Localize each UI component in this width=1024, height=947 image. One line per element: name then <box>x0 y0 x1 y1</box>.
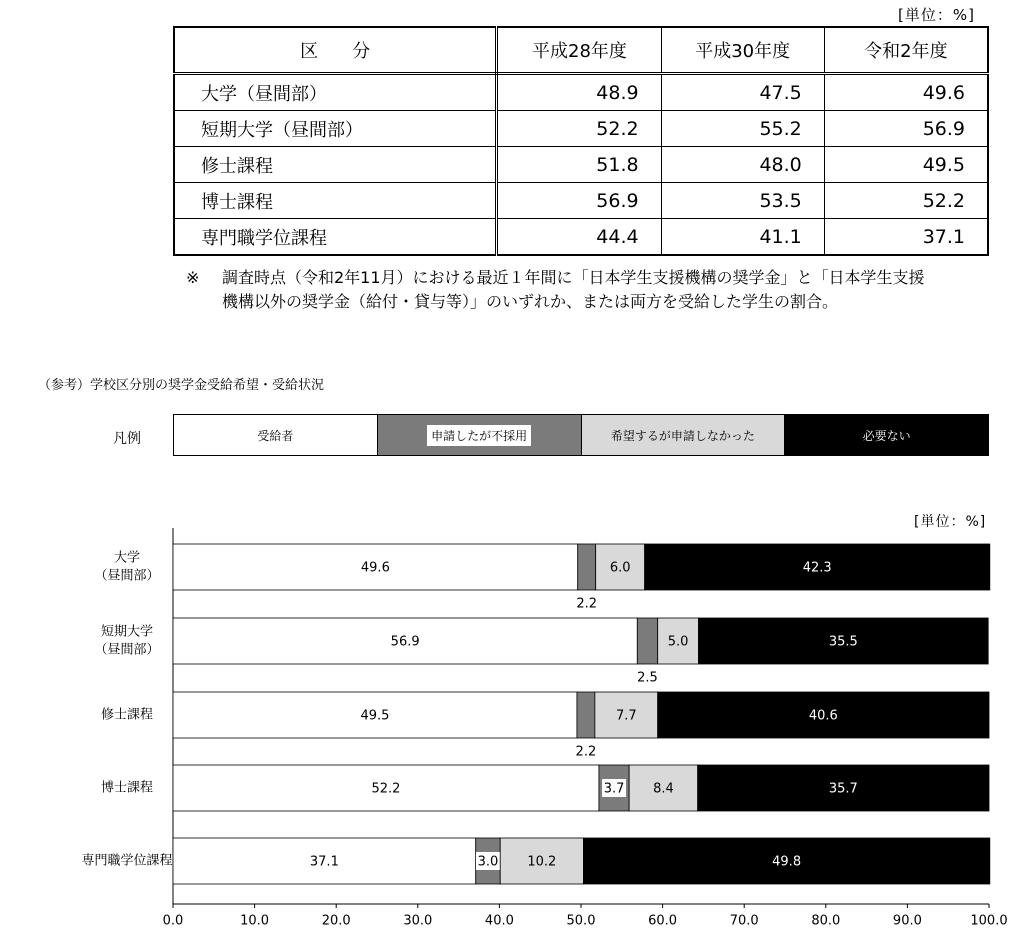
data-label: 10.2 <box>527 854 557 870</box>
cell-value: 48.9 <box>497 74 661 111</box>
cell-value: 53.5 <box>661 183 824 219</box>
x-tick-label: 50.0 <box>566 913 596 929</box>
x-tick-label: 90.0 <box>892 913 922 929</box>
data-label: 52.2 <box>371 781 401 797</box>
row-label: 専門職学位課程 <box>174 219 497 256</box>
cell-value: 47.5 <box>661 74 824 111</box>
category-label: 短期大学 <box>100 624 154 640</box>
legend-item-recipient: 受給者 <box>174 415 378 455</box>
header-year-r2: 令和2年度 <box>824 27 988 74</box>
x-tick-label: 10.0 <box>240 913 270 929</box>
x-tick-label: 60.0 <box>648 913 678 929</box>
cell-value: 51.8 <box>497 147 661 183</box>
category-label: （昼間部） <box>94 642 160 658</box>
x-tick-label: 0.0 <box>162 913 184 929</box>
data-label: 5.0 <box>667 634 689 650</box>
header-year-h30: 平成30年度 <box>661 27 824 74</box>
bar-segment <box>578 544 596 590</box>
cell-value: 41.1 <box>661 219 824 256</box>
note-line-2: 機構以外の奨学金（給付・貸与等）」のいずれか、または両方を受給した学生の割合。 <box>222 292 839 311</box>
data-label: 6.0 <box>609 560 631 576</box>
legend-item-not-applied: 希望するが申請しなかった <box>582 415 786 455</box>
category-label: 博士課程 <box>100 780 154 796</box>
data-label: 2.5 <box>637 670 658 686</box>
x-tick-label: 30.0 <box>403 913 433 929</box>
cell-value: 48.0 <box>661 147 824 183</box>
data-label: 35.7 <box>828 781 858 797</box>
legend-label: 凡例 <box>113 431 141 447</box>
data-label: 7.7 <box>615 708 637 724</box>
row-label: 修士課程 <box>174 147 497 183</box>
cell-value: 44.4 <box>497 219 661 256</box>
reference-title: （参考）学校区分別の奨学金受給希望・受給状況 <box>38 378 325 393</box>
data-label: 2.2 <box>575 744 597 760</box>
row-label: 短期大学（昼間部） <box>174 111 497 147</box>
cell-value: 55.2 <box>661 111 824 147</box>
data-label: 49.5 <box>360 708 390 724</box>
header-year-h28: 平成28年度 <box>497 27 661 74</box>
cell-value: 49.6 <box>824 74 988 111</box>
x-tick-label: 100.0 <box>970 913 1008 929</box>
data-label: 42.3 <box>802 560 832 576</box>
data-label: 56.9 <box>390 634 420 650</box>
bar-segment <box>637 618 657 664</box>
data-label: 35.5 <box>828 634 858 650</box>
note-line-1: 調査時点（令和2年11月）における最近１年間に「日本学生支援機構の奨学金」と「日本学生支援 <box>222 268 925 287</box>
data-label: 49.8 <box>772 854 802 870</box>
x-tick-label: 40.0 <box>484 913 514 929</box>
cell-value: 56.9 <box>824 111 988 147</box>
category-label: 専門職学位課程 <box>81 853 173 869</box>
data-label: 2.2 <box>576 596 598 612</box>
x-tick-label: 70.0 <box>729 913 759 929</box>
note-mark: ※ <box>186 268 200 287</box>
data-label: 49.6 <box>360 560 390 576</box>
data-label: 3.0 <box>477 854 499 870</box>
cell-value: 56.9 <box>497 183 661 219</box>
category-label: 大学 <box>113 550 141 566</box>
cell-value: 52.2 <box>497 111 661 147</box>
chart-unit-label: [単位：%] <box>914 514 987 530</box>
category-label: （昼間部） <box>94 568 160 584</box>
row-label: 博士課程 <box>174 183 497 219</box>
cell-value: 37.1 <box>824 219 988 256</box>
bar-segment <box>577 692 595 738</box>
x-tick-label: 80.0 <box>811 913 841 929</box>
data-label: 37.1 <box>309 854 339 870</box>
legend-item-not-needed: 必要ない <box>785 415 988 455</box>
table-unit-label: [単位：%] <box>898 6 975 24</box>
legend-item-rejected: 申請したが不採用 <box>378 415 582 455</box>
row-label: 大学（昼間部） <box>174 74 497 111</box>
header-category: 区分 <box>174 27 497 74</box>
cell-value: 52.2 <box>824 183 988 219</box>
x-tick-label: 20.0 <box>321 913 351 929</box>
category-label: 修士課程 <box>100 707 154 723</box>
data-label: 3.7 <box>603 781 625 797</box>
data-label: 8.4 <box>653 781 674 797</box>
data-label: 40.6 <box>808 708 838 724</box>
cell-value: 49.5 <box>824 147 988 183</box>
